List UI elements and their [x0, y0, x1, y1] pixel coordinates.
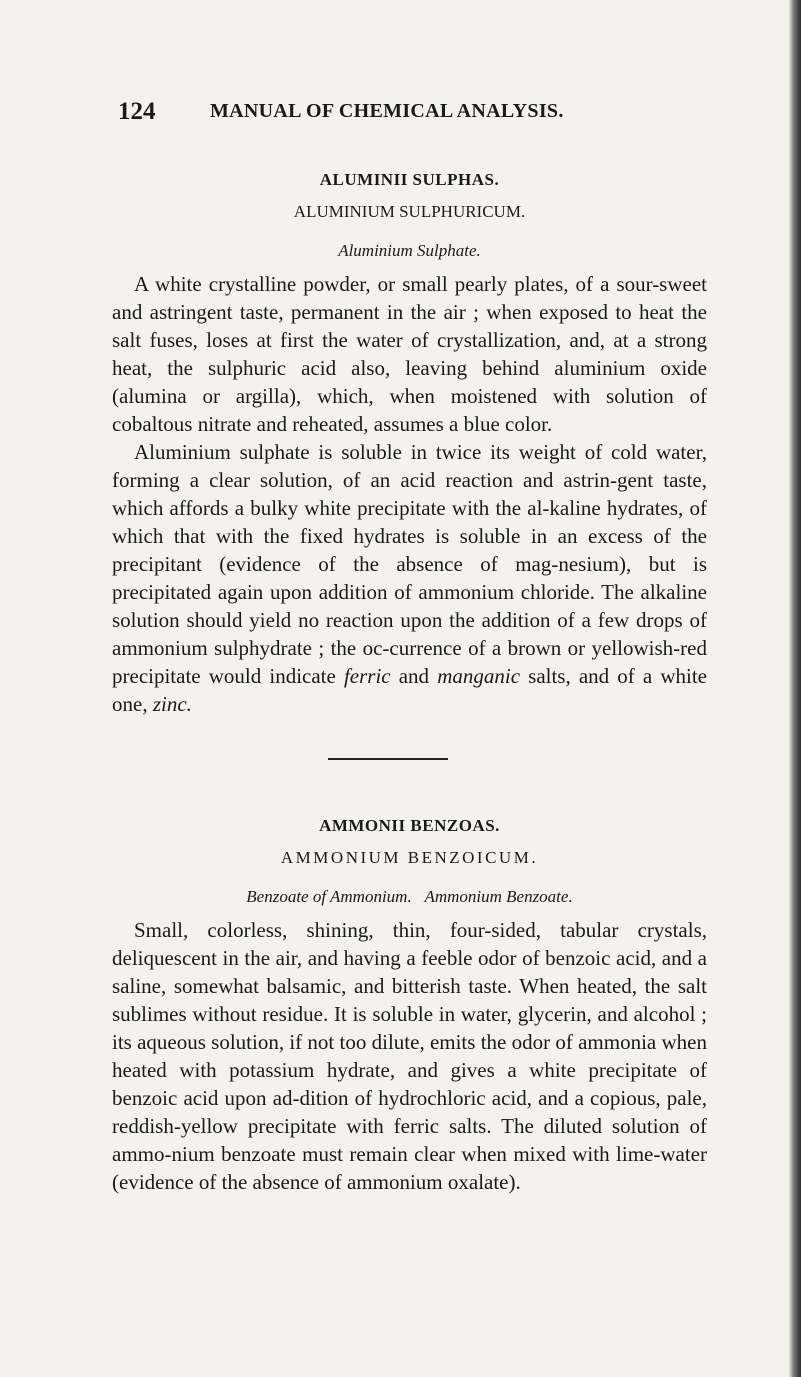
section-english-names — [112, 878, 707, 916]
page-content — [112, 168, 707, 1196]
page-header — [118, 98, 738, 128]
paragraph-text: salts, and of a white one, — [112, 664, 708, 716]
section-english-name: Aluminium Sulphate. — [338, 241, 481, 260]
running-title: MANUAL OF CHEMICAL ANALYSIS. — [210, 100, 564, 122]
page-edge — [789, 0, 801, 1377]
section-title-ammonii-benzoas: AMMONII BENZOAS. — [319, 816, 500, 835]
paragraph: A white crystalline powder, or small pearly plates, of a sour-sweet and astringent taste, permanent in the air ; when exposed to heat the salt fuses, loses at first the water of crystallization, and, at a strong heat, the sulphuric acid also, leaving behind aluminium oxide (alumina or argilla), which, when moistened with solution of cobaltous nitrate and reheated, assumes a blue color. — [112, 272, 707, 436]
section-break — [112, 718, 707, 814]
section-subtitle-ammonium-benzoicum: AMMONIUM BENZOICUM. — [280, 848, 539, 867]
section-divider — [328, 758, 448, 760]
section2-body — [112, 916, 707, 1196]
paragraph: Small, colorless, shining, thin, four-sided, tabular crystals, deliquescent in the air, and having a feeble odor of benzoic acid, and a saline, somewhat balsamic, and bitterish taste. When heated, the salt sublimes without residue. It is soluble in water, glycerin, and alcohol ; its aqueous solution, if not too dilute, emits the odor of ammonia when heated with potassium hydrate, and gives a white precipitate of benzoic acid upon ad-dition of hydrochloric acid, and a copious, pale, reddish-yellow precipitate with ferric salts. The diluted solution of ammo-nium benzoate must remain clear when mixed with lime-water (evidence of the absence of ammonium oxalate). — [112, 918, 707, 1194]
section-title-aluminii-sulphas: ALUMINII SULPHAS. — [319, 170, 500, 189]
paragraph-text: Aluminium sulphate is soluble in twice its weight of cold water, forming a clear solution, of an acid reaction and astrin-gent taste, which affords a bulky white precipitate with the al-kaline hydrates, of which that with the fixed hydrates is soluble in an excess of the precipitant (evidence of the absence of mag-nesium), but is precipitated again upon addition of ammonium chloride. The alkaline solution should yield no reaction upon the addition of a few drops of ammonium sulphydrate ; the oc-currence of a brown or yellowish-red precipitate would indicate — [112, 440, 707, 688]
section-subtitle-aluminium-sulphuricum: ALUMINIUM SULPHURICUM. — [293, 202, 526, 221]
english-name-1: Benzoate of Ammonium. — [246, 887, 412, 906]
emphasis-ferric: ferric — [343, 664, 391, 688]
emphasis-zinc: zinc. — [152, 692, 192, 716]
section1-body — [112, 270, 707, 718]
paragraph-text: and — [398, 664, 430, 688]
emphasis-manganic: manganic — [437, 664, 521, 688]
page-number: 124 — [118, 98, 156, 125]
paragraph — [112, 438, 707, 718]
english-name-2: Ammonium Benzoate. — [424, 887, 573, 906]
